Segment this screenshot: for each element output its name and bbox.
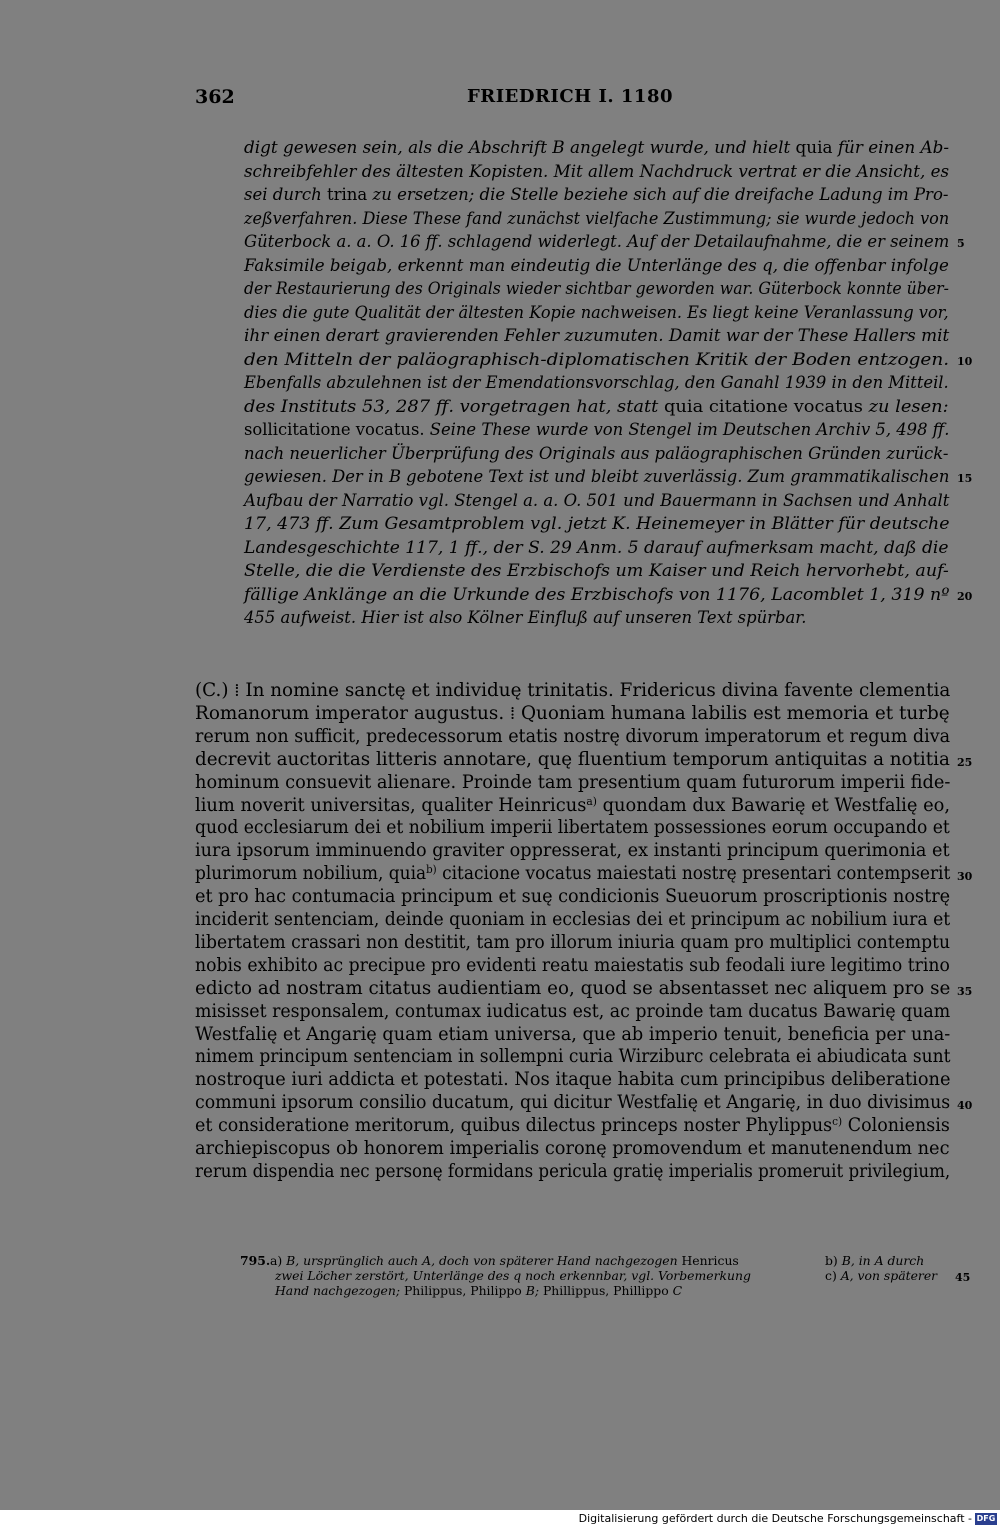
text-run: trina (326, 185, 373, 204)
text-run: für einen Ab- (837, 138, 950, 157)
text-run: Phillippus, Phillippo (542, 1283, 673, 1298)
text-run: inciderit sentenciam, deinde quoniam in ecclesias dei et principum ac nobilium iura et (195, 909, 951, 930)
text-line (244, 160, 949, 184)
text-line (195, 680, 950, 703)
text-run: libertatem crassari non destitit, tam pro illorum iniuria quam pro multiplici contemptu (195, 931, 951, 953)
text-run: Westfalię et Angarię quam etiam universa, que ab imperio tenuit, beneficia per una- (195, 1023, 951, 1045)
text-run: quod ecclesiarum dei et nobilium imperii libertatem possessiones eorum occupando et (195, 817, 950, 839)
text-line (195, 1115, 950, 1138)
text-line (244, 324, 949, 348)
page-number: 362 (195, 86, 235, 108)
text-line (195, 1092, 950, 1115)
footnote-line (825, 1268, 937, 1283)
text-line (244, 583, 949, 607)
text-line (244, 301, 949, 325)
text-line (244, 442, 948, 466)
text-line (195, 817, 950, 840)
text-line (195, 1138, 950, 1161)
text-run: lium noverit universitas, qualiter Heinricus (195, 794, 587, 816)
dfg-logo: DFG (976, 1514, 996, 1523)
text-line (244, 348, 949, 372)
text-line (195, 909, 950, 932)
text-run: misisset responsalem, contumax iudicatus est, ac proinde tam ducatus Bawarię quam (195, 1000, 951, 1022)
text-line (195, 749, 950, 772)
text-line (244, 512, 950, 536)
text-run: nobis exhibito ac precipue pro evidenti reatu maiestatis sub feodali iure legitimo trino (195, 954, 950, 976)
text-line (195, 726, 950, 749)
text-run: A, von späterer (840, 1268, 938, 1283)
text-line (195, 1161, 950, 1184)
footnote-marker: c) (832, 1115, 843, 1129)
text-run: quia citatione vocatus (664, 396, 869, 416)
text-run: decrevit auctoritas litteris annotare, quę fluentium temporum antiquitas a notitia (195, 748, 950, 770)
text-run: edicto ad nostram citatus audientiam eo, quod se absentasset nec aliquem pro se (195, 977, 951, 999)
margin-line-number: 35 (957, 984, 973, 998)
margin-line-number: 40 (957, 1099, 973, 1113)
text-run: zwei Löcher zerstört, Unterlänge des q noch erkennbar, vgl. Vorbemerkung (275, 1268, 751, 1283)
text-line (244, 254, 949, 278)
margin-line-number: 15 (957, 472, 973, 486)
text-run: zu lesen: (868, 396, 949, 416)
text-run: Seine These wurde von Stengel im Deutschen Archiv 5, 498 ff. (429, 420, 950, 439)
text-line (195, 772, 950, 795)
footnote-marker: a) (586, 794, 597, 808)
text-line (195, 886, 950, 909)
text-line (244, 207, 949, 231)
text-line (195, 1001, 950, 1024)
text-line (244, 371, 949, 395)
text-run: den Mitteln der paläographisch-diplomatischen Kritik der Boden entzogen. (244, 349, 950, 369)
text-run: 17, 473 ff. Zum Gesamtproblem vgl. jetzt K. Heinemeyer in Blätter für deutsche (244, 514, 950, 533)
text-run: zeßverfahren. Diese These fand zunächst vielfache Zustimmung; sie wurde jedoch von (244, 208, 950, 228)
text-run: fällige Anklänge an die Urkunde des Erzbischofs von 1176, Lacomblet 1, 319 nº (244, 584, 950, 604)
text-line (244, 395, 949, 419)
text-line (244, 536, 949, 560)
text-run: communi ipsorum consilio ducatum, qui dicitur Westfalię et Angarię, in duo divisimus (195, 1092, 951, 1114)
footnote-line (275, 1268, 751, 1283)
text-line (195, 840, 950, 863)
footnote-line (825, 1253, 924, 1268)
text-run: B, in A durch (841, 1253, 925, 1268)
text-run: B, ursprünglich auch A, doch von späterer Hand nachgezogen (286, 1253, 682, 1268)
text-line (195, 863, 950, 886)
text-run: des Instituts 53, 287 ff. vorgetragen hat, statt (244, 396, 665, 416)
text-run: zu ersetzen; die Stelle beziehe sich auf die dreifache Ladung im Pro- (372, 185, 949, 204)
text-run: digt gewesen sein, als die Abschrift B angelegt wurde, und hielt (244, 138, 796, 157)
text-line (244, 136, 949, 160)
text-run: citacione vocatus maiestati nostrę presentari contempserit (436, 863, 951, 885)
text-run: Ebenfalls abzulehnen ist der Emendationsvorschlag, den Ganahl 1939 in den Mitteil. (244, 373, 949, 392)
text-run: nostroque iuri addicta et potestati. Nos itaque habita cum principibus deliberatione (195, 1069, 951, 1091)
text-line (195, 978, 950, 1001)
text-run: der Restaurierung des Originals wieder sichtbar geworden war. Güterbock konnte über- (244, 279, 949, 298)
credit-text: Digitalisierung gefördert durch die Deutsche Forschungsgemeinschaft - (578, 1512, 972, 1525)
text-run: quia (795, 138, 838, 157)
text-run: et pro hac contumacia principum et suę condicionis Sueuorum proscriptionis nostrę (195, 886, 951, 908)
text-run: sei durch (244, 185, 327, 204)
text-run: nimem principum sentenciam in sollempni curia Wirziburc celebrata ei abiudicata sunt (195, 1046, 951, 1068)
text-run: iura ipsorum imminuendo graviter oppresserat, ex instanti principum querimonia et (195, 840, 950, 862)
text-run: Stelle, die die Verdienste des Erzbischofs um Kaiser und Reich hervorhebt, auf- (244, 561, 949, 580)
text-run: hominum consuevit alienare. Proinde tam presentium quam futurorum imperii fide- (195, 771, 951, 793)
text-run: sollicitatione vocatus. (244, 420, 430, 439)
text-run: c) (825, 1268, 841, 1283)
margin-line-number: 30 (957, 870, 973, 884)
text-run: nach neuerlicher Überprüfung des Originals aus paläographischen Gründen zurück- (244, 443, 949, 463)
text-line (244, 230, 949, 254)
footnote-line (270, 1253, 739, 1268)
margin-line-number: 20 (957, 589, 973, 603)
text-run: rerum non sufficit, predecessorum etatis nostrę divorum imperatorum et regum diva (195, 725, 951, 747)
page-header (195, 86, 945, 114)
text-line (244, 489, 949, 513)
text-run: rerum dispendia nec personę formidans pericula gratię imperialis promeruit privilegium, (195, 1160, 951, 1182)
text-line (244, 465, 949, 489)
text-line (244, 183, 948, 207)
footnote-marker: b) (426, 863, 437, 877)
text-line (244, 277, 949, 301)
margin-line-number: 5 (957, 237, 965, 251)
text-run: Philippus, Philippo (403, 1283, 526, 1298)
text-run: dies die gute Qualität der ältesten Kopie nachweisen. Es liegt keine Veranlassung vor, (244, 302, 949, 322)
credit-bar (0, 1510, 1000, 1528)
text-line (195, 932, 950, 955)
text-line (195, 795, 950, 818)
margin-line-number: 25 (957, 755, 973, 769)
text-run: schreibfehler des ältesten Kopisten. Mit allem Nachdruck vertrat er die Ansicht, es (244, 161, 950, 181)
text-run: B; (525, 1283, 543, 1298)
text-run: archiepiscopus ob honorem imperialis coronę promovendum et manutenendum nec (195, 1138, 950, 1159)
text-run: Coloniensis (842, 1115, 950, 1137)
text-run: Romanorum imperator augustus. ⁞ Quoniam humana labilis est memoria et turbę (195, 702, 950, 724)
text-run: 455 aufweist. Hier ist also Kölner Einfluß auf unseren Text spürbar. (244, 608, 807, 627)
text-run: Faksimile beigab, erkennt man eindeutig die Unterlänge des q, die offenbar infolge (244, 255, 949, 275)
text-line (195, 1024, 950, 1047)
text-line (244, 559, 949, 583)
text-run: ihr einen derart gravierenden Fehler zuzumuten. Damit war der These Hallers mit (244, 326, 950, 345)
text-line (195, 703, 950, 726)
text-line (244, 606, 806, 630)
text-run: a) (270, 1253, 287, 1268)
text-run: Henricus (681, 1253, 739, 1268)
footnote-line (275, 1283, 682, 1298)
text-run: Aufbau der Narratio vgl. Stengel a. a. O. 501 und Bauermann in Sachsen und Anhalt (244, 490, 950, 510)
margin-line-number: 10 (957, 354, 973, 368)
text-run: et consideratione meritorum, quibus dilectus princeps noster Phylippus (195, 1115, 833, 1137)
text-run: (C.) ⁞ In nomine sanctę et individuę trinitatis. Fridericus divina favente clementia (195, 680, 951, 701)
text-line (195, 1069, 950, 1092)
margin-line-number: 45 (955, 1271, 971, 1284)
text-line (195, 1046, 950, 1069)
running-title: FRIEDRICH I. 1180 (466, 86, 674, 107)
footnote-number: 795. (240, 1253, 271, 1268)
text-run: quondam dux Bawarię et Westfalię eo, (596, 794, 951, 816)
text-run: C (672, 1283, 683, 1298)
text-run: plurimorum nobilium, quia (195, 863, 427, 885)
text-run: b) (825, 1253, 842, 1268)
text-line (195, 955, 950, 978)
text-run: Güterbock a. a. O. 16 ff. schlagend widerlegt. Auf der Detailaufnahme, die er seinem (244, 232, 950, 251)
text-run: Hand nachgezogen; (275, 1283, 404, 1298)
text-line (244, 418, 949, 442)
text-run: Landesgeschichte 117, 1 ff., der S. 29 Anm. 5 darauf aufmerksam macht, daß die (244, 537, 949, 557)
text-run: gewiesen. Der in B gebotene Text ist und bleibt zuverlässig. Zum grammatikalischen (244, 467, 950, 486)
